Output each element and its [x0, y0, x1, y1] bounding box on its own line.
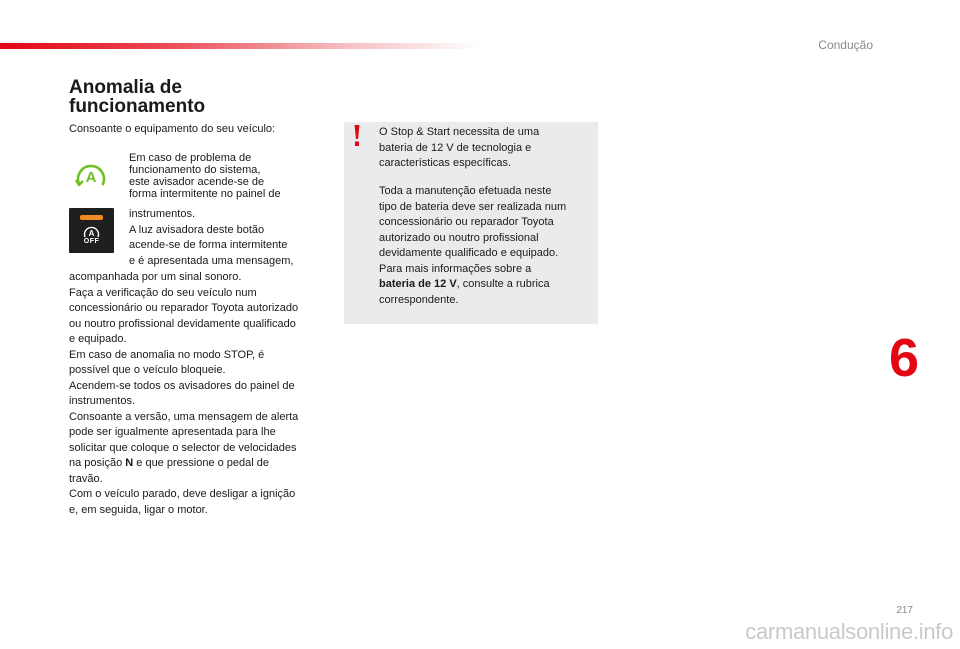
note-paragraph-2 [379, 184, 566, 308]
text-line: acende-se de forma intermitente [129, 239, 288, 251]
header-accent-bar [0, 43, 480, 49]
button-led-indicator [80, 215, 103, 220]
paragraph-3 [69, 270, 298, 518]
note-paragraph-1 [379, 125, 539, 172]
text-line: tipo de bateria deve ser realizada num [379, 200, 567, 213]
text-line: Toda a manutenção efetuada neste [379, 185, 552, 197]
text-fragment: na posição [69, 457, 126, 469]
text-line: correspondente. [379, 293, 459, 306]
text-line: ou noutro profissional devidamente qualificado [69, 317, 296, 330]
text-fragment: e que pressione o pedal de [133, 457, 269, 469]
text-line: Faça a verificação do seu veículo num [69, 286, 257, 299]
text-line: autorizado ou noutro profissional [379, 231, 539, 244]
section-name: Condução [818, 38, 873, 52]
text-line: instrumentos. [69, 395, 136, 407]
text-line: devidamente qualificado e equipado. [379, 247, 559, 259]
text-line: bateria de 12 V de tecnologia e [379, 141, 532, 154]
text-line: pode ser igualmente apresentada para lhe [69, 426, 276, 438]
text-line: Acendem-se todos os avisadores do painel de [69, 379, 295, 392]
off-label: OFF [83, 238, 100, 245]
page-title [69, 78, 205, 116]
text-line: travão. [69, 472, 103, 485]
text-line: Em caso de problema de [129, 152, 252, 164]
text-line: concessionário ou reparador Toyota autorizado [69, 302, 299, 314]
text-fragment: , consulte a rubrica [456, 278, 550, 290]
text-line: acompanhada por um sinal sonoro. [69, 271, 242, 283]
text-line: solicitar que coloque o selector de velocidades [69, 441, 297, 454]
text-line: forma intermitente no painel de [129, 188, 281, 200]
watermark-text: carmanualsonline.info [745, 619, 953, 644]
text-line [69, 456, 298, 472]
text-line: instrumentos. [129, 208, 196, 220]
gear-position-n: N [125, 457, 134, 469]
text-line: funcionamento do sistema, [129, 164, 261, 176]
text-line [379, 277, 566, 293]
svg-text:A: A [85, 169, 97, 186]
text-line: Consoante a versão, uma mensagem de alerta [69, 410, 299, 423]
text-line: e, em seguida, ligar o motor. [69, 503, 208, 516]
stop-start-off-button-icon [69, 208, 114, 253]
battery-rubric-reference: bateria de 12 V [379, 278, 457, 290]
page-title-line2: funcionamento [69, 96, 206, 117]
text-line: Em caso de anomalia no modo STOP, é [69, 348, 265, 361]
text-line: este avisador acende-se de [129, 176, 265, 188]
warning-exclamation-icon [353, 125, 361, 147]
text-line: concessionário ou reparador Toyota [379, 216, 554, 228]
text-line: O Stop & Start necessita de uma [379, 126, 540, 138]
chapter-number: 6 [889, 328, 920, 388]
page-number: 217 [896, 605, 913, 616]
text-line: características específicas. [379, 157, 512, 169]
text-line: possível que o veículo bloqueie. [69, 364, 226, 376]
text-line: Com o veículo parado, deve desligar a ignição [69, 488, 296, 500]
page-title-line1: Anomalia de [69, 77, 182, 98]
svg-text:A: A [88, 229, 95, 238]
text-line: e é apresentada uma mensagem, [129, 254, 294, 267]
paragraph-1 [129, 152, 281, 200]
auto-stop-start-warning-icon [74, 160, 108, 190]
paragraph-2 [129, 207, 294, 269]
text-line: Para mais informações sobre a [379, 262, 532, 275]
intro-text: Consoante o equipamento do seu veículo: [69, 123, 276, 135]
text-line: e equipado. [69, 333, 127, 345]
text-line: A luz avisadora deste botão [129, 223, 265, 236]
